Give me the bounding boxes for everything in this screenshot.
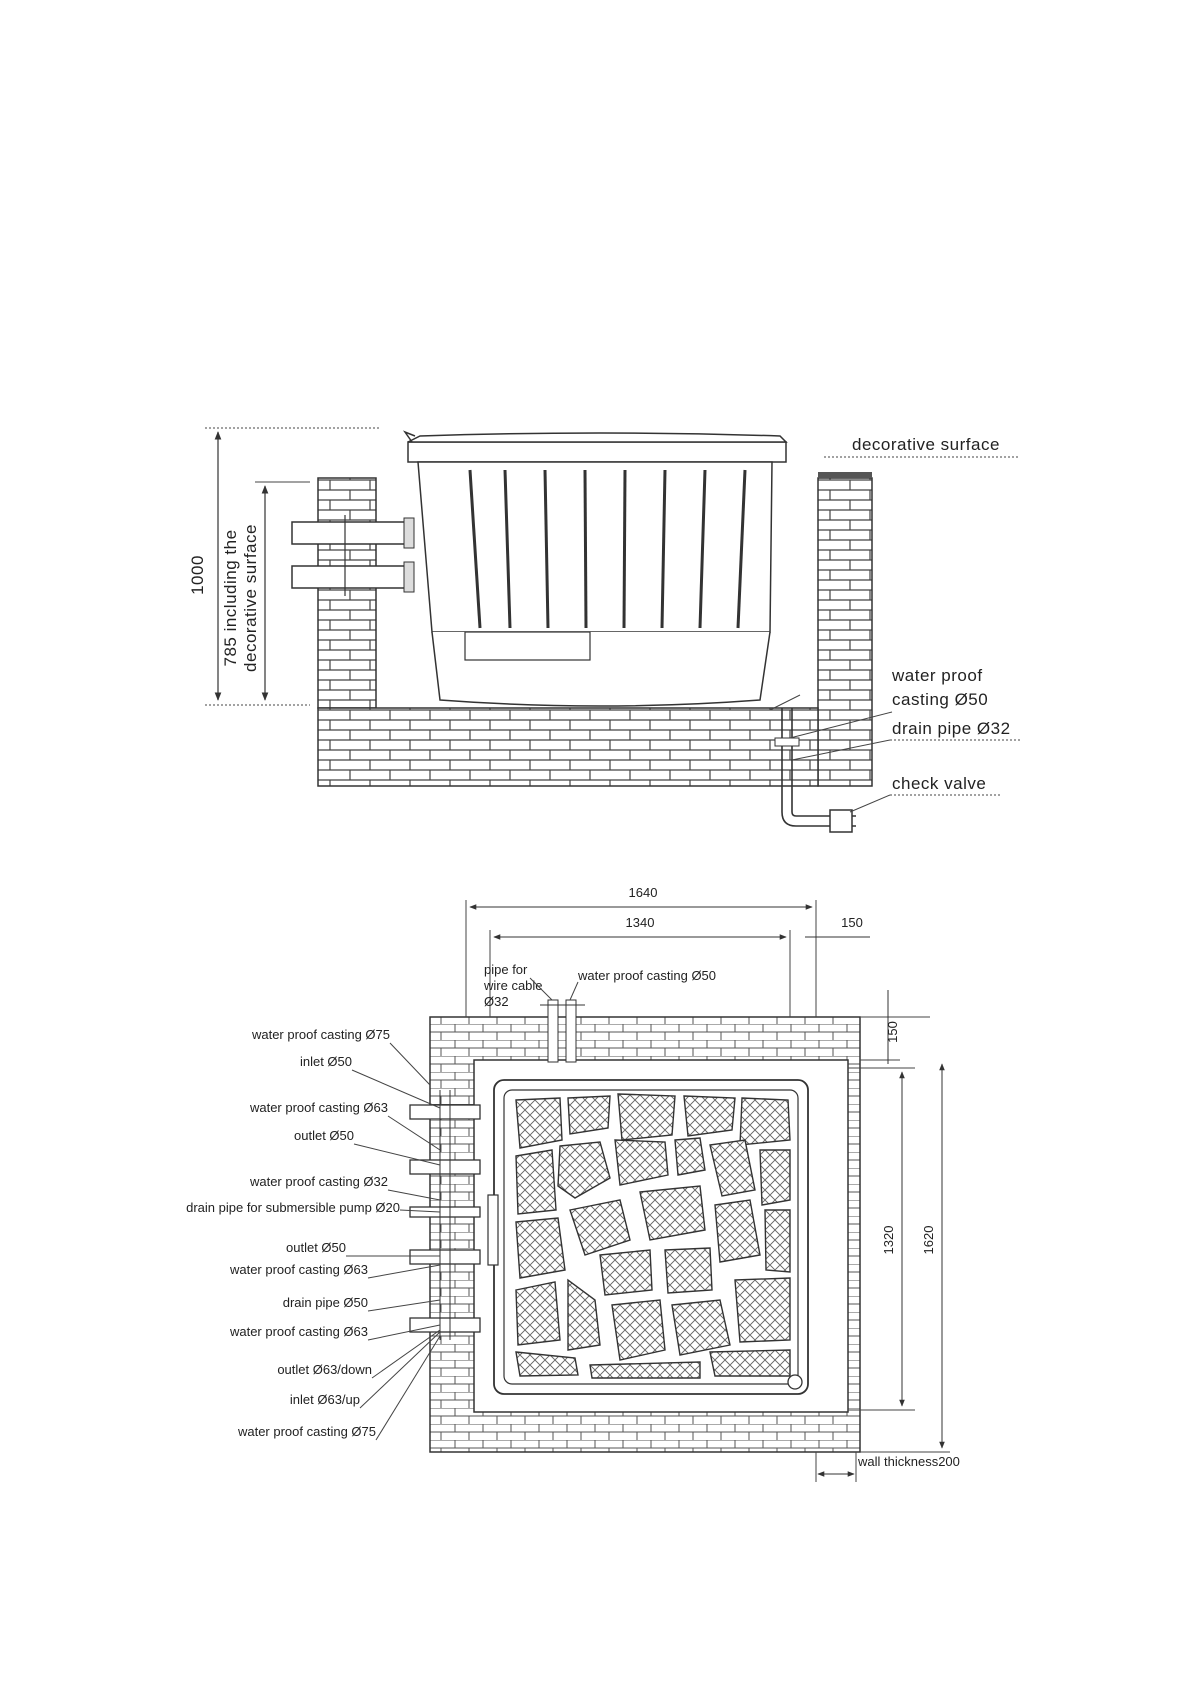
plan-view — [186, 885, 960, 1482]
left-label-6: outlet Ø50 — [286, 1240, 346, 1255]
dim-1640-label: 1640 — [628, 885, 658, 900]
left-label-8: drain pipe Ø50 — [282, 1295, 368, 1310]
dim-1000-label: 1000 — [188, 555, 207, 595]
side-view — [188, 428, 1020, 832]
label-pipe-for-line1: pipe for — [484, 962, 528, 977]
left-label-11: inlet Ø63/up — [289, 1392, 360, 1407]
dim-150-right-label: 150 — [885, 1021, 900, 1043]
label-decorative-surface: decorative surface — [852, 435, 1000, 454]
plan-top-labels — [483, 962, 716, 1009]
label-drain-pipe-32: drain pipe Ø32 — [892, 719, 1011, 738]
plan-drain-hole — [788, 1375, 802, 1389]
dimension-785 — [221, 482, 310, 700]
left-label-3: outlet Ø50 — [294, 1128, 354, 1143]
left-label-4: water proof casting Ø32 — [249, 1174, 388, 1189]
left-label-10: outlet Ø63/down — [277, 1362, 372, 1377]
floor-bricks — [318, 708, 818, 786]
dimension-right — [848, 990, 950, 1452]
dim-1620-label: 1620 — [921, 1225, 936, 1255]
plan-left-labels — [186, 1027, 440, 1440]
dim-1340-label: 1340 — [625, 915, 655, 930]
dim-785-label-line1: 785 including the — [221, 529, 240, 667]
decorative-surface-cap — [818, 472, 872, 478]
label-check-valve: check valve — [892, 774, 987, 793]
dimension-1340 — [490, 915, 870, 1017]
stone-lid — [516, 1094, 790, 1378]
label-pipe-for-line3: Ø32 — [484, 994, 509, 1009]
dim-150-top-label: 150 — [841, 915, 863, 930]
left-brick-wall — [318, 478, 376, 708]
left-label-12: water proof casting Ø75 — [237, 1424, 376, 1439]
left-label-1: inlet Ø50 — [299, 1054, 352, 1069]
filter-tank — [405, 432, 786, 706]
dimension-wall-thickness — [816, 1452, 960, 1482]
check-valve-body — [830, 810, 852, 832]
label-water-proof-line1: water proof — [892, 666, 983, 685]
label-wall-thickness: wall thickness200 — [858, 1454, 960, 1469]
right-brick-wall — [818, 478, 872, 786]
dim-1320-label: 1320 — [881, 1225, 896, 1255]
label-water-proof-casting-50: water proof casting Ø50 — [578, 968, 717, 983]
label-water-proof-line2: casting Ø50 — [892, 690, 989, 709]
left-label-0: water proof casting Ø75 — [251, 1027, 390, 1042]
label-pipe-for-line2: wire cable — [484, 978, 543, 993]
left-label-5: drain pipe for submersible pump Ø20 — [186, 1200, 400, 1215]
dim-785-label-line2: decorative surface — [241, 524, 260, 672]
dimension-1640 — [466, 885, 816, 1017]
left-label-9: water proof casting Ø63 — [229, 1324, 368, 1339]
left-label-2: water proof casting Ø63 — [249, 1100, 388, 1115]
left-label-7: water proof casting Ø63 — [229, 1262, 368, 1277]
plan-side-handle — [488, 1195, 498, 1265]
